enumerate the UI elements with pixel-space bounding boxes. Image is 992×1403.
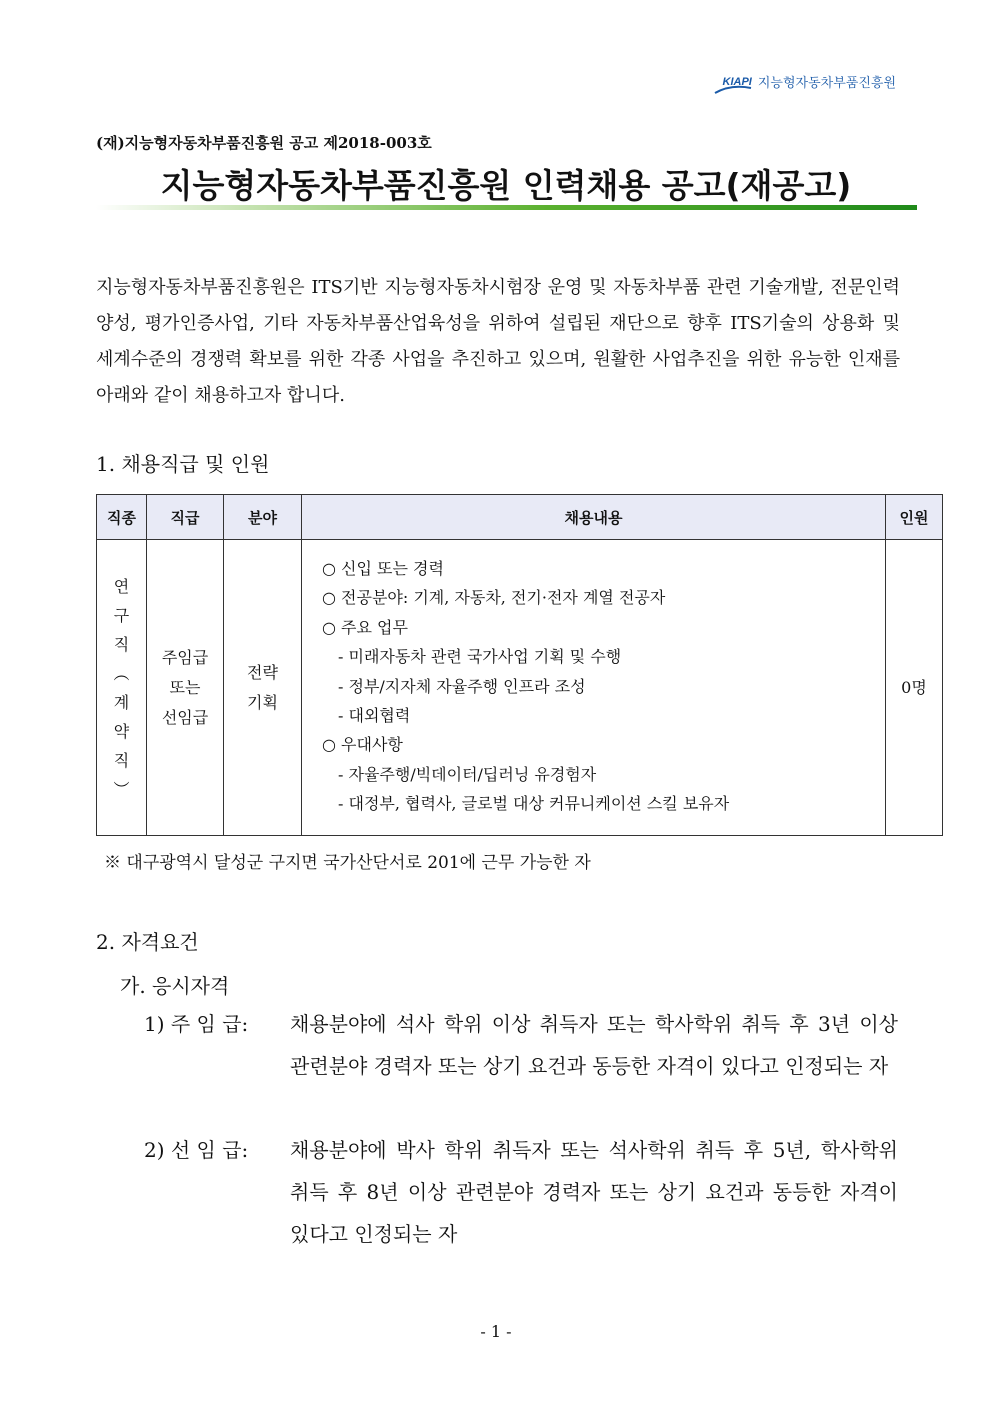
job-type-char: ︵ <box>113 663 130 683</box>
job-type-char: 약 <box>113 721 130 741</box>
table-header-cell: 직급 <box>147 495 224 540</box>
logo-mark-text: KIAPI <box>722 75 752 88</box>
logo-org-name: 지능형자동차부품진흥원 <box>757 76 896 91</box>
field-line: 기획 <box>247 692 278 712</box>
table-header-cell: 채용내용 <box>302 495 886 540</box>
qualification-item <box>144 1003 898 1087</box>
kiapi-logo-mark <box>723 76 752 88</box>
page-title: 지능형자동차부품진흥원 인력채용 공고(재공고) <box>160 166 852 205</box>
content-line: ○ 주요 업무 <box>322 617 408 637</box>
intro-paragraph: 지능형자동차부품진흥원은 ITS기반 지능형자동차시험장 운영 및 자동차부품 관련 기술개발, 전문인력 양성, 평가인증사업, 기타 자동차부품산업육성을 위하여 설립된 재단으로 향후 ITS기술의 상용화 및 세계수준의 경쟁력 확보를 위한 각종 사업을 추진하고 있으며, 원활한 사업추진을 위한 유능한 인재를 아래와 같이 채용하고자 합니다. <box>96 277 900 406</box>
job-type-char: 구 <box>113 605 130 625</box>
table-header-cell: 분야 <box>224 495 302 540</box>
job-type-char: 직 <box>113 634 130 654</box>
table-header-row <box>97 495 943 540</box>
field-cell <box>224 540 302 836</box>
section2-heading: 2. 자격요건 <box>96 930 199 954</box>
recruitment-table <box>96 494 943 836</box>
qualification-text: 채용분야에 박사 학위 취득자 또는 석사학위 취득 후 5년, 학사학위 취득 후 8년 이상 관련분야 경력자 또는 상기 요건과 동등한 자격이 있다고 인정되는 자 <box>290 1138 898 1246</box>
count-cell: 0명 <box>886 540 943 836</box>
content-line: - 미래자동차 관련 국가사업 기획 및 수행 <box>338 647 622 667</box>
content-line: - 자율주행/빅데이터/딥러닝 유경험자 <box>338 764 597 784</box>
field-line: 전략 <box>247 662 278 682</box>
content-line: - 대정부, 협력사, 글로벌 대상 커뮤니케이션 스킬 보유자 <box>338 794 730 814</box>
header-logo <box>723 72 896 91</box>
grade-line: 주임급 <box>161 647 209 667</box>
section2-subheading: 가. 응시자격 <box>120 974 230 998</box>
content-cell <box>302 540 886 836</box>
logo-swoosh-icon <box>713 82 753 96</box>
qualification-label: 2) 선 임 급: <box>144 1138 249 1162</box>
job-type-char: ︶ <box>113 779 130 799</box>
content-line: - 대외협력 <box>338 706 411 726</box>
qualification-item <box>144 1129 898 1255</box>
grade-line: 또는 <box>169 677 201 697</box>
job-type-char: 직 <box>113 750 130 770</box>
qualification-text: 채용분야에 석사 학위 이상 취득자 또는 학사학위 취득 후 3년 이상 관련분야 경력자 또는 상기 요건과 동등한 자격이 있다고 인정되는 자 <box>290 1012 898 1078</box>
page-number: - 1 - <box>480 1322 512 1341</box>
job-type-char: 계 <box>113 692 130 712</box>
content-line: ○ 신입 또는 경력 <box>322 559 444 578</box>
title-underline <box>96 205 917 210</box>
content-line: - 정부/지자체 자율주행 인프라 조성 <box>338 676 586 696</box>
notice-number: (재)지능형자동차부품진흥원 공고 제2018-003호 <box>96 134 432 152</box>
table-row <box>97 540 943 836</box>
table-header-cell: 직종 <box>97 495 147 540</box>
section1-heading: 1. 채용직급 및 인원 <box>96 452 270 476</box>
content-line: ○ 우대사항 <box>322 735 403 755</box>
job-type-cell <box>97 540 147 836</box>
qualification-label: 1) 주 임 급: <box>144 1012 249 1036</box>
grade-cell <box>147 540 224 836</box>
work-location-note: ※ 대구광역시 달성군 구지면 국가산단서로 201에 근무 가능한 자 <box>104 853 591 873</box>
table-header-cell: 인원 <box>886 495 943 540</box>
job-type-char: 연 <box>113 576 130 596</box>
grade-line: 선임급 <box>161 707 209 727</box>
content-line: ○ 전공분야: 기계, 자동차, 전기·전자 계열 전공자 <box>322 588 666 608</box>
